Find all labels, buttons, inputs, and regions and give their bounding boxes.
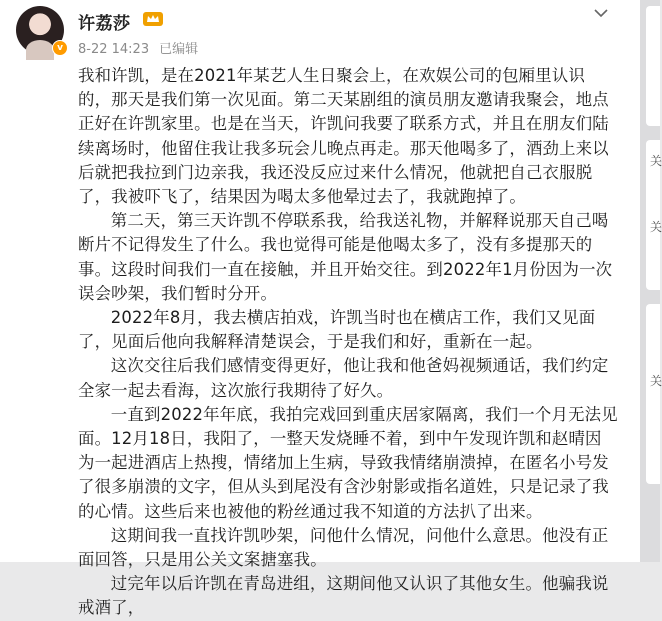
adjacent-card: [646, 6, 660, 126]
adjacent-card: [646, 304, 660, 484]
post-paragraph: 第二天，第三天许凯不停联系我，给我送礼物，并解释说那天自己喝断片不记得发生了什么。我也觉得可能是他喝太多了，没有多提那天的事。这段时间我们一直在接触，并且开始交往。到2022年1月份因为一次误会吵架，我们暂时分开。: [78, 211, 613, 303]
post-paragraph: 这次交往后我们感情变得更好，他让我和他爸妈视频通话，我们约定全家一起去看海，这次旅行我期待了好久。: [78, 356, 609, 400]
post-paragraph: 这期间我一直找许凯吵架，问他什么情况，问他什么意思。他没有正面回答，只是用公关文案搪塞我。: [78, 525, 609, 570]
post-paragraph: 一直到2022年年底，我拍完戏回到重庆居家隔离，我们一个月无法见面。12月18日，我阳了，一整天发烧睡不着，到中午发现许凯和赵晴因为一起进酒店上热搜，情绪加上生病，导致我情绪崩溃掉，在匿名小号发了很多崩溃的文字，但从头到尾没有含沙射影或指名道姓，只是记录了我的心情。这些后来也被他的粉丝通过我不知道的方法扒了出来。: [78, 404, 618, 521]
post-meta: [78, 38, 208, 57]
chevron-down-icon[interactable]: [594, 8, 608, 18]
post-paragraph: 过完年以后许凯在青岛进组，这期间他又认识了其他女生。他骗我说戒酒了，: [78, 574, 609, 618]
post-time[interactable]: 8-22 14:23: [78, 42, 150, 57]
post-header: [0, 0, 640, 62]
author-name[interactable]: 许荔莎: [78, 14, 131, 34]
verified-badge-icon: v: [52, 40, 68, 56]
adjacent-follow-label[interactable]: 关: [650, 374, 662, 388]
adjacent-follow-label[interactable]: 关: [650, 220, 662, 234]
adjacent-follow-label[interactable]: 关: [650, 154, 662, 168]
post-paragraph: 我和许凯，是在2021年某艺人生日聚会上，在欢娱公司的包厢里认识的，那天是我们第一次见面。第二天某剧组的演员朋友邀请我聚会，地点正好在许凯家里。也是在当天，许凯问我要了联系方式，并且在朋友们陆续离场时，他留住我让我多玩会儿晚点再走。那天他喝多了，酒劲上来以后就把我拉到门边亲我，我还没反应过来什么情况，他就把自己衣服脱了，我被吓飞了，结果因为喝太多他晕过去了，我就跑掉了。: [78, 66, 609, 207]
post-paragraph: 2022年8月，我去横店拍戏，许凯当时也在横店工作，我们又见面了，见面后他向我解释清楚误会，于是我们和好，重新在一起。: [78, 308, 596, 352]
member-crown-icon: [142, 10, 164, 28]
edited-label[interactable]: 已编辑: [159, 42, 199, 57]
post-body: [78, 64, 618, 621]
